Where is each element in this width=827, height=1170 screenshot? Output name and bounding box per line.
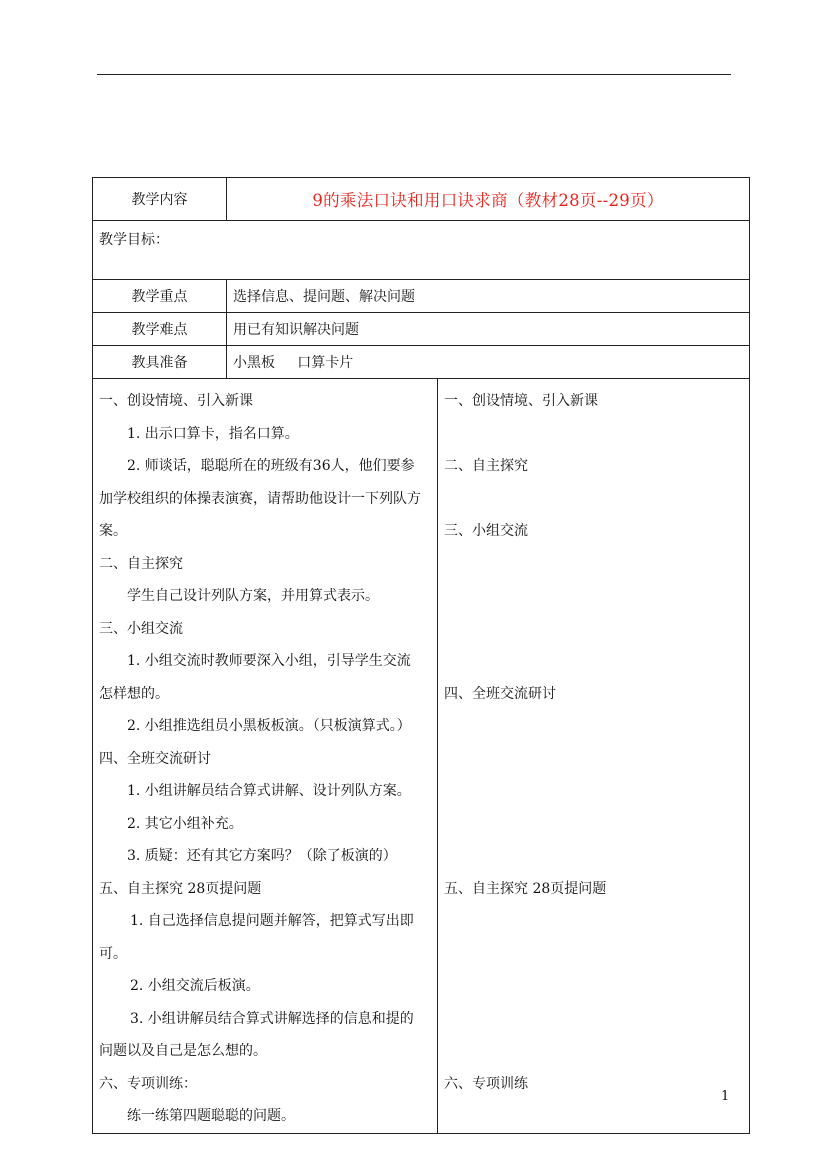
lesson-title: 9的乘法口诀和用口诀求商（教材28页--29页） [227, 178, 750, 221]
section-4-item-2: 2. 其它小组补充。 [127, 815, 243, 832]
goal-label: 教学目标： [93, 221, 750, 280]
section-5-item-1-line-1: 1. 自己选择信息提问题并解答，把算式写出即 [130, 913, 414, 929]
section-1-heading: 一、创设情境、引入新课 [99, 393, 253, 409]
section-5-heading: 五、自主探究 28页提问题 [99, 880, 262, 897]
design-notes-column [438, 379, 750, 1134]
section-1-item-2-line-3: 案。 [99, 523, 127, 539]
tools-label: 教具准备 [93, 346, 227, 379]
section-2-item-1: 学生自己设计列队方案，并用算式表示。 [127, 588, 379, 604]
difficulty-value: 用已有知识解决问题 [227, 313, 750, 346]
note-3: 三、小组交流 [444, 523, 528, 539]
content-row [93, 178, 750, 221]
note-5: 五、自主探究 28页提问题 [444, 880, 607, 897]
section-3-item-1-line-2: 怎样想的。 [99, 685, 169, 702]
focus-value: 选择信息、提问题、解决问题 [227, 280, 750, 313]
note-1: 一、创设情境、引入新课 [444, 393, 598, 409]
section-3-item-2: 2. 小组推选组员小黑板板演。（只板演算式。） [127, 718, 411, 734]
lesson-plan-table [92, 177, 750, 1134]
focus-label: 教学重点 [93, 280, 227, 313]
goal-row [93, 221, 750, 280]
section-4-item-3: 3. 质疑：还有其它方案吗？（除了板演的） [127, 848, 397, 864]
section-1-item-1: 1. 出示口算卡，指名口算。 [127, 425, 299, 442]
difficulty-label: 教学难点 [93, 313, 227, 346]
section-5-item-3-line-2: 问题以及自己是怎么想的。 [99, 1043, 267, 1059]
header-rule [97, 74, 731, 75]
content-label: 教学内容 [93, 178, 227, 221]
section-1-item-2-line-1: 2. 师谈话，聪聪所在的班级有36人，他们要参 [127, 458, 415, 474]
note-6: 六、专项训练 [444, 1075, 528, 1092]
section-2-heading: 二、自主探究 [99, 555, 183, 572]
tools-value: 小黑板 口算卡片 [227, 346, 750, 379]
section-4-item-1: 1. 小组讲解员结合算式讲解、设计列队方案。 [127, 783, 411, 799]
section-6-heading: 六、专项训练： [99, 1075, 197, 1092]
section-6-item-1: 练一练第四题聪聪的问题。 [127, 1108, 295, 1124]
page-number: 1 [721, 1089, 730, 1104]
section-3-heading: 三、小组交流 [99, 620, 183, 637]
process-row [93, 379, 750, 1134]
section-1-item-2-line-2: 加学校组织的体操表演赛，请帮助他设计一下列队方 [99, 490, 421, 507]
note-4: 四、全班交流研讨 [444, 685, 556, 702]
note-2: 二、自主探究 [444, 458, 528, 474]
section-4-heading: 四、全班交流研讨 [99, 750, 211, 767]
teaching-process [93, 379, 438, 1134]
tools-row [93, 346, 750, 379]
difficulty-row [93, 313, 750, 346]
section-5-item-3-line-1: 3. 小组讲解员结合算式讲解选择的信息和提的 [130, 1010, 414, 1027]
section-5-item-1-line-2: 可。 [99, 945, 127, 962]
section-3-item-1-line-1: 1. 小组交流时教师要深入小组，引导学生交流 [127, 653, 411, 669]
focus-row [93, 280, 750, 313]
section-5-item-2: 2. 小组交流后板演。 [130, 978, 260, 994]
